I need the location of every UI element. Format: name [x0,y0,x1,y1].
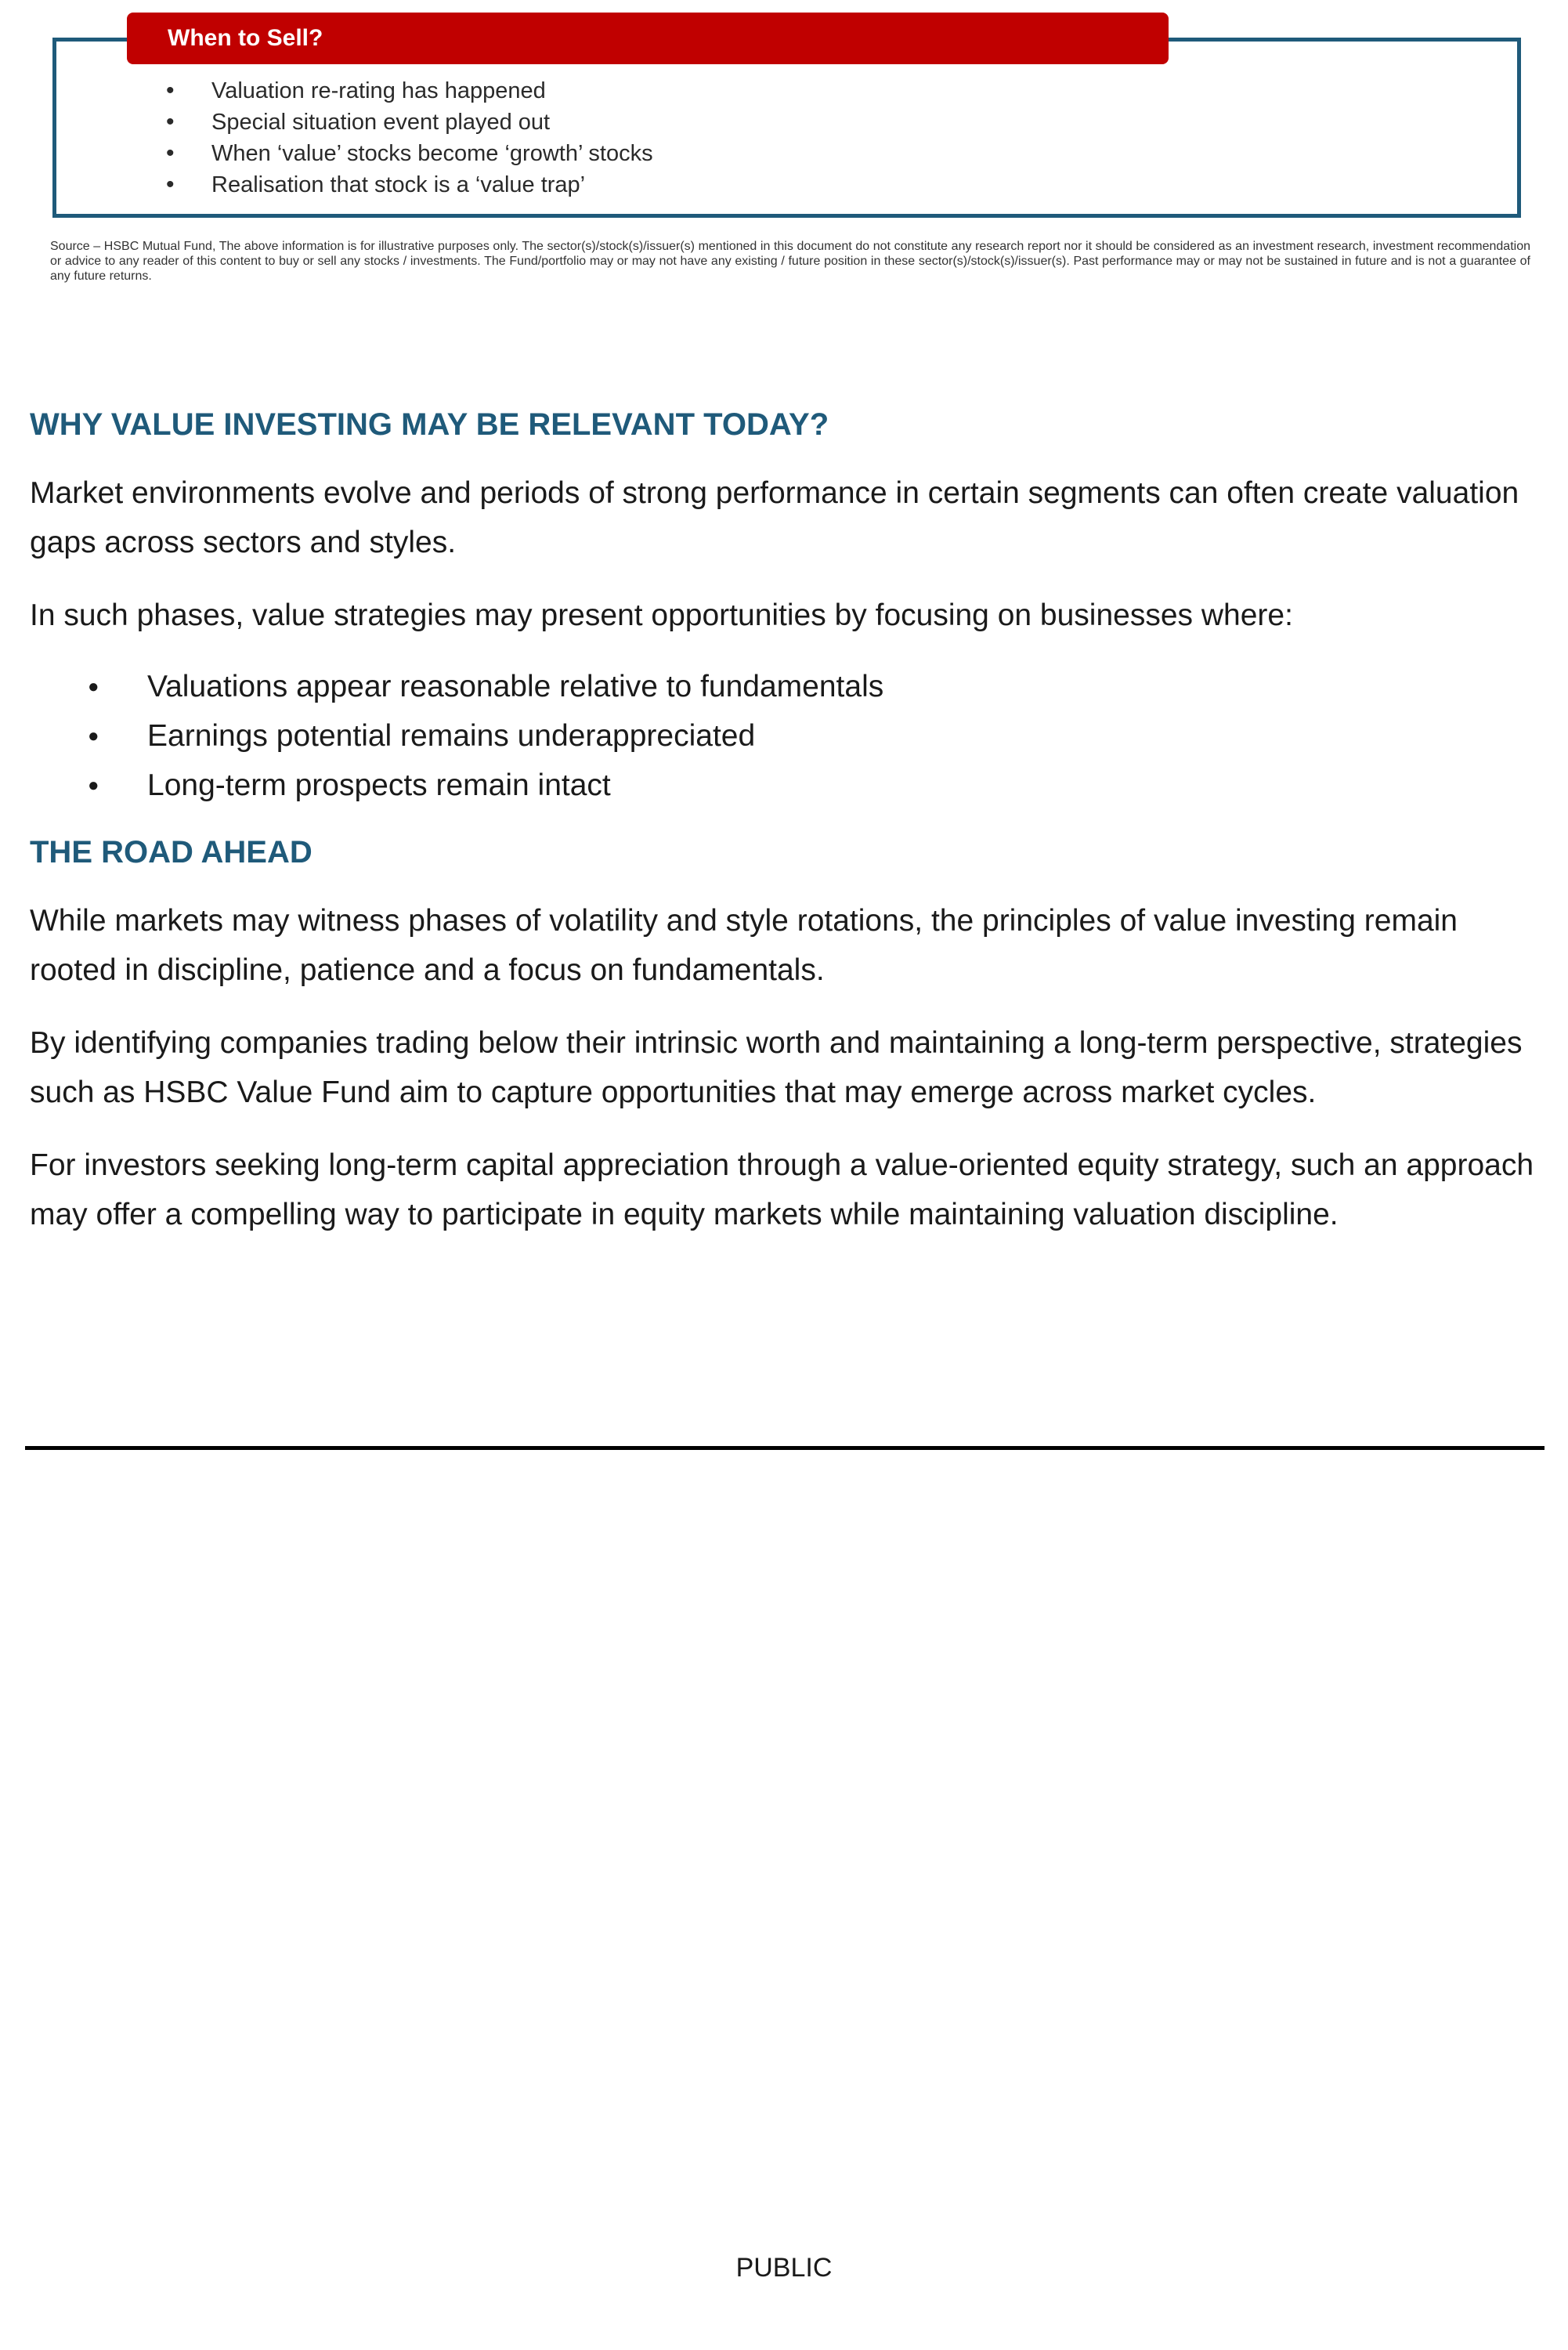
horizontal-divider [25,1446,1545,1450]
list-item: • Special situation event played out [166,107,653,138]
paragraph: In such phases, value strategies may present opportunities by focusing on businesses where: [30,598,1293,632]
section-heading-why-value: WHY VALUE INVESTING MAY BE RELEVANT TODAY? [30,407,829,442]
list-item: • Valuation re-rating has happened [166,75,653,107]
when-to-sell-header: When to Sell? [127,13,1169,64]
paragraph: For investors seeking long-term capital appreciation through a value-oriented equity strategy, such an approach may offer a compelling way to participate in equity markets while maintaining valuation discipline. [30,1148,1534,1231]
list-item: ● Valuations appear reasonable relative to fundamentals [30,662,1541,711]
list-item: ● Long-term prospects remain intact [30,761,1541,810]
article-body [30,406,1541,1263]
list-item: • When ‘value’ stocks become ‘growth’ stocks [166,138,653,169]
paragraph: Market environments evolve and periods of strong performance in certain segments can often create valuation gaps across sectors and styles. [30,476,1519,559]
list-item: ● Earnings potential remains underappreciated [30,711,1541,761]
classification-footer: PUBLIC [735,2253,833,2283]
source-disclaimer: Source – HSBC Mutual Fund, The above information is for illustrative purposes only. The sector(s)/stock(s)/issuer(s) mentioned in this document do not constitute any research report nor it should be considered as an investment research, investment recommendation or advice to any reader of this content to buy or sell any stocks / investments. The Fund/portfolio may or may not have any existing / future position in these sector(s)/stock(s)/issuer(s). Past performance may or may not be sustained in future and is not a guarantee of any future returns. [50,240,1530,283]
list-item: • Realisation that stock is a ‘value trap’ [166,169,653,201]
value-bullet-list [30,662,1541,810]
when-to-sell-list [166,75,653,201]
paragraph: While markets may witness phases of volatility and style rotations, the principles of value investing remain rooted in discipline, patience and a focus on fundamentals. [30,904,1458,987]
section-heading-road-ahead: THE ROAD AHEAD [30,835,313,870]
paragraph: By identifying companies trading below their intrinsic worth and maintaining a long-term perspective, strategies such as HSBC Value Fund aim to capture opportunities that may emerge across market cycles. [30,1026,1523,1109]
